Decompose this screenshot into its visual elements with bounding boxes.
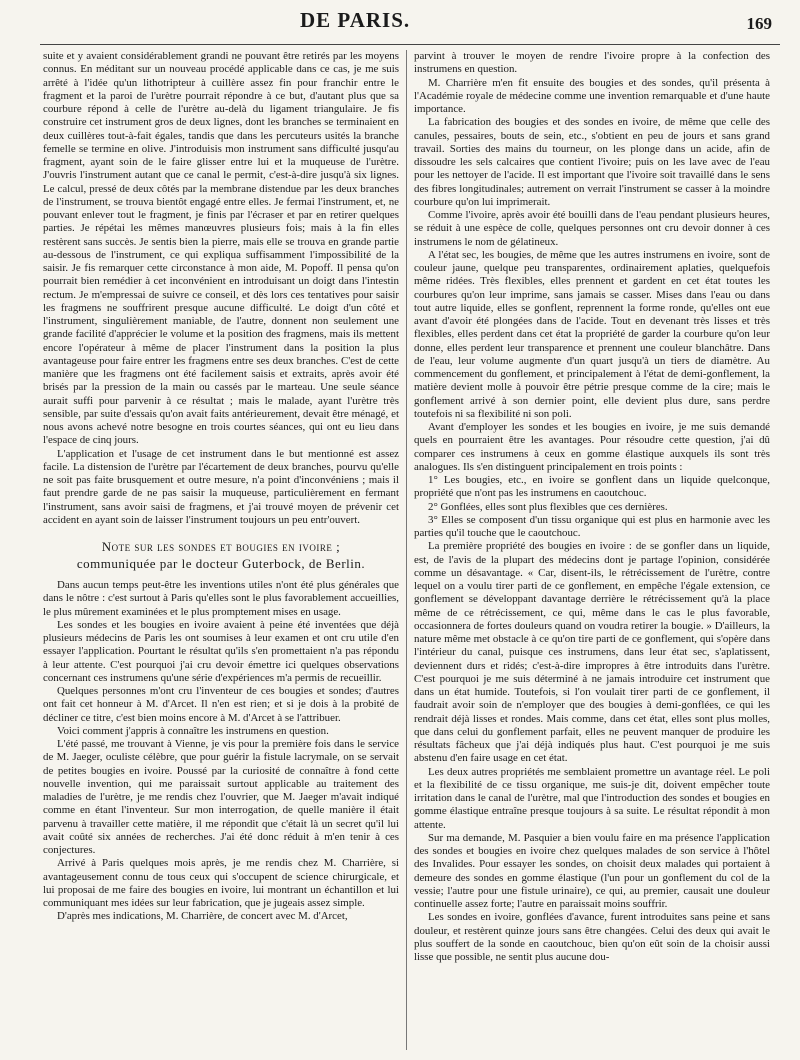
paragraph: Les sondes et les bougies en ivoire avaient à peine été inventées que déjà plusieurs médecins de Paris les ont soumises à leur examen et ont cru utile d'en essayer l'application. Pourtant le résultat qu'ils s'en promettaient n'a pas répondu à leur attente. C'est pourquoi j'ai cru devoir émettre ici quelques observations concernant ces instrumens qu'une série d'expériences m'a permis de recueillir. (43, 618, 399, 684)
note-title: Note sur les sondes et bougies en ivoire ; (101, 539, 341, 554)
paragraph: Avant d'employer les sondes et les bougies en ivoire, je me suis demandé quels en pourraient être les avantages. Pour résoudre cette question, j'ai dû comparer ces instrumens à ceux en gomme élastique auxquels ils sont très analogues. Ils s'en distinguent principalement en trois points : (414, 421, 770, 473)
paragraph: L'application et l'usage de cet instrument dans le but mentionné est assez facile. La distension de l'urètre par l'écartement de deux branches, pourvu qu'elle ne soit pas faite brusquement et outre mesure, n'a point d'inconvéniens ; mais il faut prendre garde de ne pas saisir la muqueuse, particulièrement en fermant l'instrument, sans avoir saisi de fragmens, et j'ai trouvé moyen de prévenir cet accident en ayant soin de laisser l'instrument toujours un peu entr'ouvert. (43, 447, 399, 526)
paragraph: 3° Elles se composent d'un tissu organique qui est plus en harmonie avec les parties qu'il touche que le caoutchouc. (414, 513, 770, 539)
header-rule (40, 44, 780, 45)
paragraph: Voici comment j'appris à connaître les instrumens en question. (57, 724, 329, 737)
paragraph: Dans aucun temps peut-être les inventions utiles n'ont été plus générales que dans le nôtre : c'est surtout à Paris qu'elles sont le plus favorablement accueillies, le plus mûrement examinées et le plus promptement mises en usage. (43, 579, 399, 618)
note-heading (43, 539, 399, 571)
page-header (0, 0, 800, 48)
paragraph: Quelques personnes m'ont cru l'inventeur de ces bougies et sondes; d'autres ont fait cet honneur à M. d'Arcet. Il n'en est rien; et si je dois à la probité de décliner ce titre, c'est bien moins encore à M. d'Arcet à se l'attribuer. (43, 685, 399, 724)
running-title: DE PARIS. (300, 8, 411, 32)
paragraph: Sur ma demande, M. Pasquier a bien voulu faire en ma présence l'application des sondes et bougies en ivoire chez quelques malades de son service à l'hôtel des Invalides. Pour essayer les sondes, on choisit deux malades qui portaient à demeure des sondes en gomme élastique (l'un pour un gonflement du col de la vessie; l'autre pour une fistule urinaire), ce qui, au premier, causait une douleur continuelle assez forte; l'autre en paraissait moins souffrir. (414, 831, 770, 910)
paragraph: Arrivé à Paris quelques mois après, je me rendis chez M. Charrière, si avantageusement connu de tous ceux qui s'occupent de science chirurgicale, et lui proposai de me faire des bougies en ivoire, lui montrant un échantillon et lui communiquant mes idées sur leur fabrication, que je jugeais assez simple. (43, 857, 399, 909)
paragraph: La fabrication des bougies et des sondes en ivoire, de même que celle des canules, pessaires, bouts de sein, etc., s'obtient en peu de jours et sans grand travail. Sorties des mains du tourneur, on les plonge dans un acide, afin de dissoudre les sels calcaires que contient l'ivoire; puis on les lave avec de l'eau pour les nettoyer de l'acide. Il est important que l'ivoire soit travaillé dans le sens des fibres longitudinales; autrement on verrait l'instrument se casser à la moindre courbure qu'on lui imprimerait. (414, 116, 770, 208)
paragraph: 2° Gonflées, elles sont plus flexibles que ces dernières. (428, 500, 668, 513)
paragraph: Comme l'ivoire, après avoir été bouilli dans de l'eau pendant plusieurs heures, se réduit à une espèce de colle, quelques personnes ont cru devoir donner à ces instrumens le nom de gélatineux. (414, 209, 770, 248)
paragraph: Les sondes en ivoire, gonflées d'avance, furent introduites sans peine et sans douleur, et restèrent quinze jours sans être changées. Celui des deux qui avait le plus souffert de la sonde en caoutchouc, bien qu'on eût soin de la choisir aussi lisse que possible, ne sentit plus aucune dou- (414, 911, 770, 963)
page-number: 169 (746, 14, 772, 33)
note-author: Guterbock, de Berlin. (241, 556, 366, 571)
note-subtitle (43, 556, 399, 571)
right-column (414, 50, 770, 964)
paragraph: 1° Les bougies, etc., en ivoire se gonflent dans un liquide quelconque, propriété que n'ont pas les instrumens en caoutchouc. (414, 474, 770, 500)
column-divider (406, 50, 407, 1050)
paragraph: suite et y avaient considérablement grandi ne pouvant être retirés par les moyens connus. En méditant sur un nouveau procédé applicable dans ce cas, je me suis arrêté à l'idée qu'un lithotripteur à cuillère assez fin pour franchir entre le fragment et la paroi de l'urètre pourrait répondre à ce but, d'autant plus que sa courbure répond à celle de l'urètre au-delà du ligament triangulaire. Je fis construire cet instrument gros de deux lignes, dont les branches se terminaient en deux cuillères tout-à-fait égales, tandis que dans les percuteurs usités la branche femelle se termine en olive. J'introduisis mon instrument sans difficulté jusqu'au fragment, ayant soin de le faire glisser entre lui et la muqueuse de l'urètre. J'ouvris l'instrument autant que ce canal le permit, c'est-à-dire jusqu'à six lignes. Le calcul, pressé de deux côtés par la membrane distendue par les deux branches de l'instrument, se trouva bientôt engagé entre elles. Je fermai l'instrument, et, ne pouvant enlever tout le fragment, je finis par l'écraser et par en retirer quelques parties. Je répétai les mêmes manœuvres plusieurs fois; mais à la fin elles restèrent sans succès. Je sentis bien la pierre, mais elle se trouva en grande partie au-dessous de l'instrument, ce qui expliqua suffisamment l'impossibilité de la saisir. Je fis remarquer cette circonstance à mon aide, M. Popoff. Il pensa qu'on pourrait bien remédier à cet inconvénient en introduisant un doigt dans l'intestin rectum. Je m'empressai de suivre ce conseil, et dès lors ces tentatives pour saisir les fragmens ne souffrirent presque aucune difficulté. Le doigt d'un côté et l'instrument, singulièrement maniable, de l'autre, donnent non seulement une grande facilité d'apprécier le volume et la position des fragmens, mais ils mettent encore l'opérateur à même de placer l'instrument dans la position la plus avantageuse pour faire entrer les fragmens entre ses deux branches. C'est de cette manière que les fragmens ont été facilement saisis et extraits, après avoir été brisés par la pression de la main ou cassés par le marteau. Une seule séance aurait suffi pour parvenir à ce résultat ; mais le malade, ayant l'urètre très sensible, par suite d'essais qu'on avait faits antérieurement, devait être ménagé, et nous avons achevé notre besogne en trois courtes séances, qui ont eu lieu dans l'espace de cinq jours. (43, 50, 399, 447)
paragraph: L'été passé, me trouvant à Vienne, je vis pour la première fois dans le service de M. Jaeger, oculiste célèbre, que pour guérir la fistule lacrymale, on se servait de petites bougies en ivoire. Poussé par la curiosité de connaître à fond cette nouvelle invention, qui me paraissait surtout applicable au traitement des maladies de l'urètre, je me rendis chez l'ouvrier, que M. Jaeger m'avait indiqué comme en étant l'inventeur. Sur mon interrogation, de quelle manière il était parvenu à travailler cette matière, il me répondit que c'était là un secret qu'il lui avait coûté six années de recherches. J'ai été donc réduit à m'en tenir à ces conjectures. (43, 738, 399, 856)
paragraph: M. Charrière m'en fit ensuite des bougies et des sondes, qu'il présenta à l'Académie royale de médecine comme une invention remarquable et d'une haute importance. (414, 76, 770, 115)
paragraph: parvint à trouver le moyen de rendre l'ivoire propre à la confection des instrumens en question. (414, 50, 770, 76)
left-column (43, 50, 399, 924)
paragraph: Les deux autres propriétés me semblaient promettre un avantage réel. Le poli et la flexibilité de ce tissu organique, me suis-je dit, doivent empêcher toute irritation dans le canal de l'urètre, mal que l'introduction des sondes et bougies en gomme élastique entraîne presque toujours à sa suite. Le résultat répondit à mon attente. (414, 765, 770, 831)
paragraph: D'après mes indications, M. Charrière, de concert avec M. d'Arcet, (57, 910, 348, 923)
paragraph: La première propriété des bougies en ivoire : de se gonfler dans un liquide, est, de l'avis de la plupart des médecins dont je partage l'opinion, considérée comme un désavantage. « Car, disent-ils, le rétrécissement de l'urètre, contre lequel on a voulu tirer parti de ce gonflement, en empêche l'égale extension, ce gonflement se développant davantage derrière le rétrécissement qu'à la place même de ce rétrécissement, ce qui, même dans le cas le plus favorable, occasionnera de fortes douleurs quand on voudra retirer la bougie. » D'ailleurs, la nature même met obstacle à ce qu'on tire parti de ce gonflement, qui s'opère dans l'intérieur du canal, puisque ces instrumens, dans leur état sec, s'aplatissent, deviennent durs et ridés; c'est-à-dire impropres à être introduits dans l'urètre. C'est pourquoi je me suis déterminé à ne jamais introduire cet instrument que dans un état humide. Toutefois, si l'on voulait tirer parti de ce gonflement, il faudrait avoir soin de n'employer que des bougies à demi-gonflées, ce qui les rendrait déjà lisses et rondes. Mais comme, dans cet état, elles sont plus molles, que dans celui du gonflement parfait, elles ne peuvent manquer de produire les résultats fâcheux que j'ai déjà indiqués plus haut. C'est pourquoi je me suis abstenu d'en faire usage en cet état. (414, 540, 770, 765)
paragraph: A l'état sec, les bougies, de même que les autres instrumens en ivoire, sont de couleur jaune, quelque peu transparentes, ordinairement aplaties, quelquefois même ridées. Très flexibles, elles prennent et gardent en cet état toutes les courbures qu'on leur imprime, sans jamais se casser. Mises dans l'eau ou dans tout autre liquide, elles se gonflent, reprennent la forme ronde, qu'elles ont eue avant d'avoir été plongées dans de l'acide. Tout en devenant très lisses et très flexibles, elles perdent dans cet état la propriété de garder la courbure qu'on leur donne, elles perdent leur transparence et prennent une couleur blanchâtre. Dans de l'eau, leur volume augmente d'un quart jusqu'à un tiers de diamètre. Au commencement du gonflement, et principalement à l'état de demi-gonflement, la matière devient molle à pouvoir être pétrie presque comme de la cire; mais le gonflement arrivé à son dernier point, elle devient plus dure, sans perdre toutefois ni sa flexibilité ni son poli. (414, 248, 770, 420)
note-communique: communiquée par le docteur (76, 556, 239, 571)
